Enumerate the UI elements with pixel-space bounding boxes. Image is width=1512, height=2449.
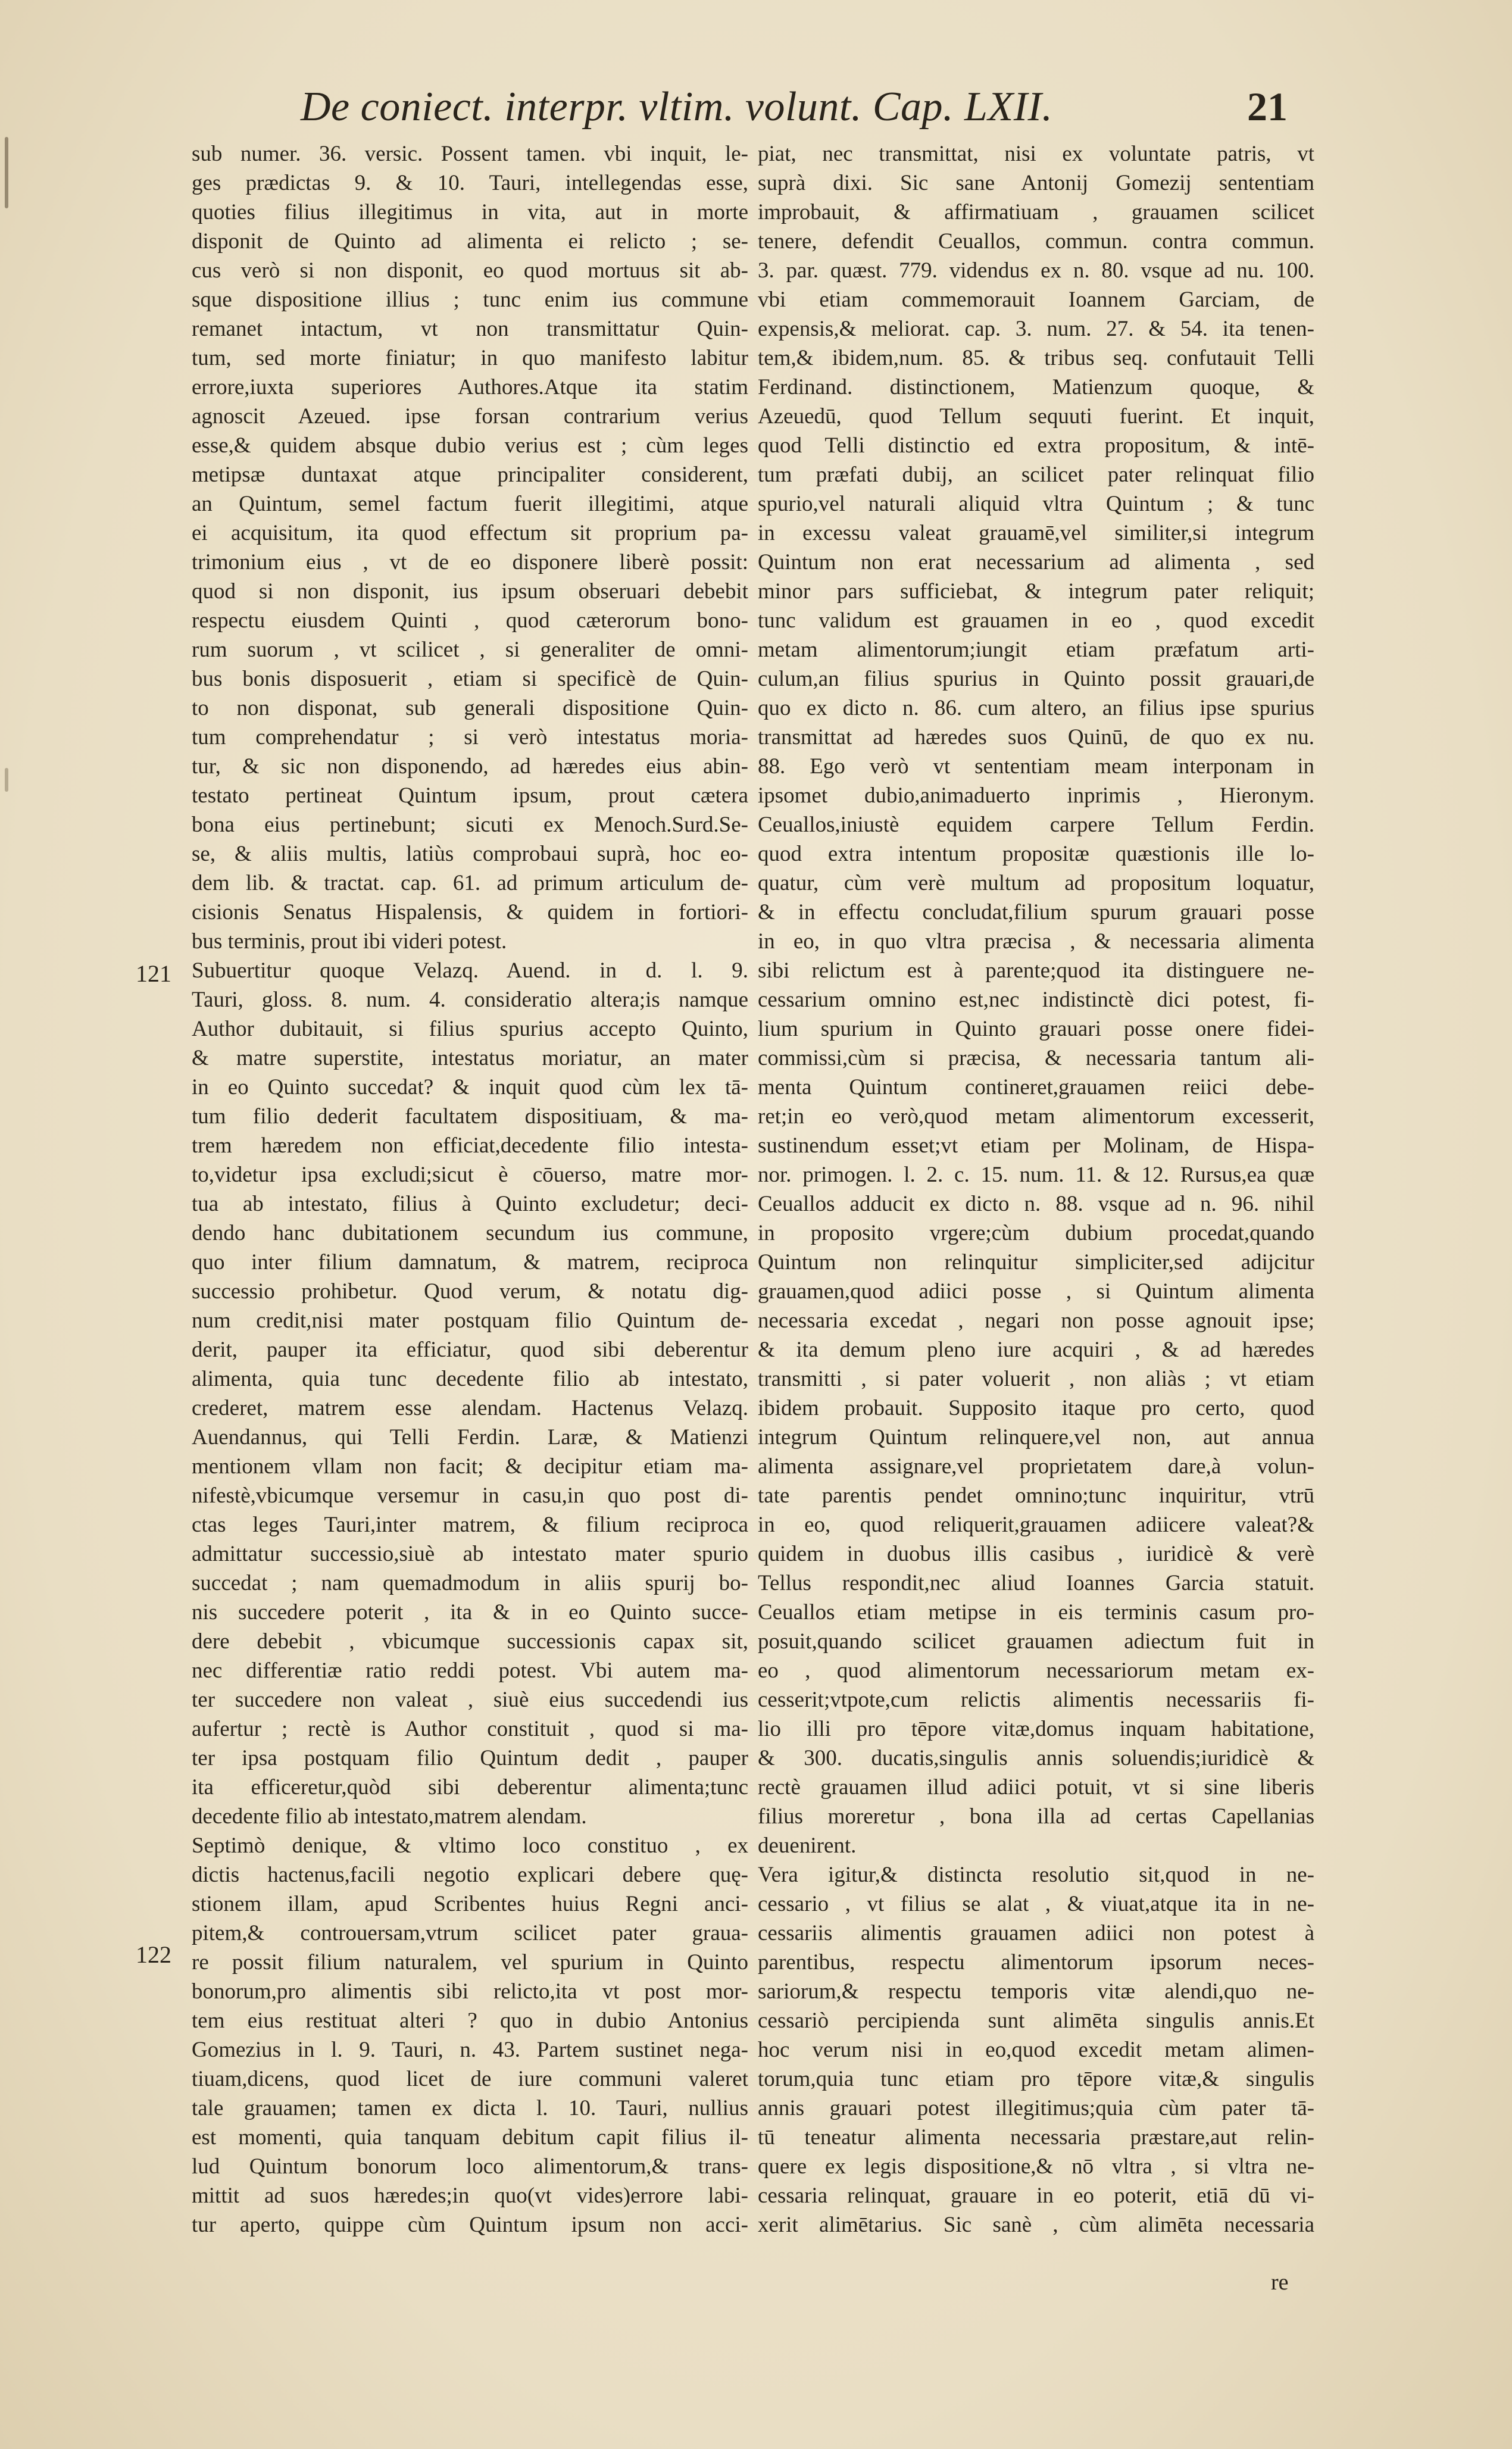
text-line: respectu eiusdem Quinti , quod cæterorum bono- — [192, 608, 748, 633]
text-line: dendo hanc dubitationem secundum ius commune, — [192, 1221, 748, 1245]
text-line: nifestè,vbicumque versemur in casu,in quo post di- — [192, 1483, 748, 1508]
text-line: deuenirent. — [758, 1833, 857, 1858]
text-line: admittatur successio,siuè ab intestato mater spurio — [192, 1542, 748, 1566]
text-line: Auendannus, qui Telli Ferdin. Laræ, & Matienzi — [192, 1425, 748, 1450]
text-line: commissi,cùm si præcisa, & necessaria tantum ali- — [758, 1046, 1314, 1070]
text-line: quo inter filium damnatum, & matrem, reciproca — [192, 1250, 748, 1275]
text-line: bona eius pertinebunt; sicuti ex Menoch.Surd.Se- — [192, 813, 748, 837]
text-line: & in effectu concludat,filium spurum grauari posse — [758, 900, 1314, 924]
text-line: nis succedere poterit , ita & in eo Quinto succe- — [192, 1600, 748, 1625]
binding-shadow — [5, 137, 8, 208]
left-text-column — [192, 139, 748, 2437]
text-line: Tauri, gloss. 8. num. 4. consideratio altera;is namque — [192, 988, 748, 1012]
text-line: successio prohibetur. Quod verum, & notatu dig- — [192, 1279, 748, 1304]
text-line: Septimò denique, & vltimo loco constituo , ex — [192, 1833, 748, 1858]
text-line: integrum Quintum relinquere,vel non, aut annua — [758, 1425, 1314, 1450]
text-line: cessaria relinquat, grauare in eo poterit, etiā dū vi- — [758, 2184, 1314, 2208]
text-line: sustinendum esset;vt etiam per Molinam, de Hispa- — [758, 1133, 1314, 1158]
text-line: se, & aliis multis, latiùs comprobaui suprà, hoc eo- — [192, 842, 748, 866]
text-line: tur aperto, quippe cùm Quintum ipsum non acci- — [192, 2213, 748, 2237]
text-line: in eo Quinto succedat? & inquit quod cùm lex tā- — [192, 1075, 748, 1099]
text-line: nec differentiæ ratio reddi potest. Vbi autem ma- — [192, 1658, 748, 1683]
text-line: quatur, cùm verè multum ad propositum loquatur, — [758, 871, 1314, 895]
page-number: 21 — [1247, 84, 1288, 129]
text-line: quod Telli distinctio ed extra propositum, & intē- — [758, 433, 1314, 458]
text-line: trem hæredem non efficiat,decedente filio intesta- — [192, 1133, 748, 1158]
text-line: in proposito vrgere;cùm dubium procedat,quando — [758, 1221, 1314, 1245]
text-line: sub numer. 36. versic. Possent tamen. vbi inquit, le- — [192, 142, 748, 166]
page-title: De coniect. interpr. vltim. volunt. Cap. LXII. — [301, 84, 1053, 130]
text-line: quidem in duobus illis casibus , iuridicè & verè — [758, 1542, 1314, 1566]
text-line: tate parentis pendet omnino;tunc inquiritur, vtrū — [758, 1483, 1314, 1508]
text-line: 3. par. quæst. 779. videndus ex n. 80. vsque ad nu. 100. — [758, 258, 1314, 283]
text-line: cessariò percipienda sunt alimēta singulis annis.Et — [758, 2008, 1314, 2033]
text-line: dictis hactenus,facili negotio explicari debere quę- — [192, 1863, 748, 1887]
text-line: tua ab intestato, filius à Quinto excludetur; deci- — [192, 1192, 748, 1216]
text-line: num credit,nisi mater postquam filio Quintum de- — [192, 1308, 748, 1333]
text-line: to non disponat, sub generali dispositione Quin- — [192, 696, 748, 720]
text-line: Ceuallos etiam metipse in eis terminis casum pro- — [758, 1600, 1314, 1625]
text-line: Tellus respondit,nec aliud Ioannes Garcia statuit. — [758, 1571, 1314, 1595]
text-line: Azeuedū, quod Tellum sequuti fuerint. Et inquit, — [758, 404, 1314, 429]
text-line: decedente filio ab intestato,matrem alendam. — [192, 1804, 587, 1829]
text-line: filius moreretur , bona illa ad certas Capellanias — [758, 1804, 1314, 1829]
text-line: cessariis alimentis grauamen adiici non potest à — [758, 1921, 1314, 1945]
margin-section-number: 121 — [136, 960, 171, 987]
text-line: Ceuallos,iniustè equidem carpere Tellum Ferdin. — [758, 813, 1314, 837]
text-line: remanet intactum, vt non transmittatur Quin- — [192, 317, 748, 341]
text-line: torum,quia tunc etiam pro tēpore vitæ,& singulis — [758, 2067, 1314, 2091]
text-line: rectè grauamen illud adiici potuit, vt si sine liberis — [758, 1775, 1314, 1800]
text-line: sibi relictum est à parente;quod ita distinguere ne- — [758, 958, 1314, 983]
text-line: 88. Ego verò vt sententiam meam interponam in — [758, 754, 1314, 779]
text-line: tem,& ibidem,num. 85. & tribus seq. confutauit Telli — [758, 346, 1314, 370]
text-line: stionem illam, apud Scribentes huius Regni anci- — [192, 1892, 748, 1916]
text-line: & 300. ducatis,singulis annis soluendis;iuridicè & — [758, 1746, 1314, 1770]
text-line: culum,an filius spurius in Quinto possit grauari,de — [758, 667, 1314, 691]
text-line: Quintum non erat necessarium ad alimenta , sed — [758, 550, 1314, 574]
text-line: quere ex legis dispositione,& nō vltra , si vltra ne- — [758, 2154, 1314, 2179]
text-line: piat, nec transmittat, nisi ex voluntate patris, vt — [758, 142, 1314, 166]
text-line: Ferdinand. distinctionem, Matienzum quoque, & — [758, 375, 1314, 399]
text-line: Gomezius in l. 9. Tauri, n. 43. Partem sustinet nega- — [192, 2038, 748, 2062]
text-line: parentibus, respectu alimentorum ipsorum neces- — [758, 1950, 1314, 1975]
text-line: lud Quintum bonorum loco alimentorum,& trans- — [192, 2154, 748, 2179]
text-line: cessarium omnino est,nec indistinctè dici potest, fi- — [758, 988, 1314, 1012]
text-line: mittit ad suos hæredes;in quo(vt vides)errore labi- — [192, 2184, 748, 2208]
text-line: crederet, matrem esse alendam. Hactenus Velazq. — [192, 1396, 748, 1420]
text-line: dem lib. & tractat. cap. 61. ad primum articulum de- — [192, 871, 748, 895]
text-line: lium spurium in Quinto grauari posse onere fidei- — [758, 1017, 1314, 1041]
text-line: sque dispositione illius ; tunc enim ius commune — [192, 288, 748, 312]
text-line: cus verò si non disponit, eo quod mortuus sit ab- — [192, 258, 748, 283]
text-line: rum suorum , vt scilicet , si generaliter de omni- — [192, 638, 748, 662]
right-text-column — [758, 139, 1314, 2437]
text-line: errore,iuxta superiores Authores.Atque ita statim — [192, 375, 748, 399]
text-line: posuit,quando scilicet grauamen adiectum fuit in — [758, 1629, 1314, 1654]
text-line: Ceuallos adducit ex dicto n. 88. vsque ad n. 96. nihil — [758, 1192, 1314, 1216]
text-line: an Quintum, semel factum fuerit illegitimi, atque — [192, 492, 748, 516]
text-line: & ita demum pleno iure acquiri , & ad hæredes — [758, 1338, 1314, 1362]
text-line: xerit alimētarius. Sic sanè , cùm alimēta necessaria — [758, 2213, 1314, 2237]
text-line: ibidem probauit. Supposito itaque pro certo, quod — [758, 1396, 1314, 1420]
text-line: tunc validum est grauamen in eo , quod excedit — [758, 608, 1314, 633]
text-line: transmitti , si pater voluerit , non aliàs ; vt etiam — [758, 1367, 1314, 1391]
text-line: tū teneatur alimenta necessaria præstare,aut relin- — [758, 2125, 1314, 2150]
text-line: tem eius restituat alteri ? quo in dubio Antonius — [192, 2008, 748, 2033]
text-line: in eo, quod reliquerit,grauamen adiicere valeat?& — [758, 1513, 1314, 1537]
text-line: agnoscit Azeued. ipse forsan contrarium verius — [192, 404, 748, 429]
text-line: tum comprehendatur ; si verò intestatus moria- — [192, 725, 748, 749]
text-line: cisionis Senatus Hispalensis, & quidem in fortiori- — [192, 900, 748, 924]
text-line: disponit de Quinto ad alimenta ei relicto ; se- — [192, 229, 748, 254]
text-line: derit, pauper ita efficiatur, quod sibi deberentur — [192, 1338, 748, 1362]
text-line: Author dubitauit, si filius spurius accepto Quinto, — [192, 1017, 748, 1041]
text-line: quo ex dicto n. 86. cum altero, an filius ipse spurius — [758, 696, 1314, 720]
text-line: menta Quintum contineret,grauamen reiici debe- — [758, 1075, 1314, 1099]
text-line: ipsomet dubio,animaduerto inprimis , Hieronym. — [758, 783, 1314, 808]
text-line: in excessu valeat grauamē,vel similiter,si integrum — [758, 521, 1314, 545]
text-line: nor. primogen. l. 2. c. 15. num. 11. & 12. Rursus,ea quæ — [758, 1163, 1314, 1187]
text-line: esse,& quidem absque dubio verius est ; cùm leges — [192, 433, 748, 458]
text-line: spurio,vel naturali aliquid vltra Quintum ; & tunc — [758, 492, 1314, 516]
text-line: cesserit;vtpote,cum relictis alimentis necessariis fi- — [758, 1688, 1314, 1712]
text-line: mentionem vllam non facit; & decipitur etiam ma- — [192, 1454, 748, 1479]
text-line: Vera igitur,& distincta resolutio sit,quod in ne- — [758, 1863, 1314, 1887]
text-line: sariorum,& respectu temporis vitæ alendi,quo ne- — [758, 1979, 1314, 2004]
text-line: eo , quod alimentorum necessariorum metam ex- — [758, 1658, 1314, 1683]
text-line: ret;in eo verò,quod metam alimentorum excesserit, — [758, 1104, 1314, 1129]
text-line: cessario , vt filius se alat , & viuat,atque ita in ne- — [758, 1892, 1314, 1916]
text-line: est momenti, quia tanquam debitum capit filius il- — [192, 2125, 748, 2150]
text-line: grauamen,quod adiici posse , si Quintum alimenta — [758, 1279, 1314, 1304]
text-line: in eo, in quo vltra præcisa , & necessaria alimenta — [758, 929, 1314, 954]
text-line: minor pars sufficiebat, & integrum pater reliquit; — [758, 579, 1314, 604]
text-line: dere debebit , vbicumque successionis capax sit, — [192, 1629, 748, 1654]
text-line: trimonium eius , vt de eo disponere liberè possit: — [192, 550, 748, 574]
text-line: expensis,& meliorat. cap. 3. num. 27. & 54. ita tenen- — [758, 317, 1314, 341]
text-line: tum, sed morte finiatur; in quo manifesto labitur — [192, 346, 748, 370]
margin-section-number: 122 — [136, 1941, 171, 1968]
text-line: pitem,& controuersam,vtrum scilicet pater grauа- — [192, 1921, 748, 1945]
text-line: Quintum non relinquitur simpliciter,sed adijcitur — [758, 1250, 1314, 1275]
text-line: ter ipsa postquam filio Quintum dedit , pauper — [192, 1746, 748, 1770]
text-line: ctas leges Tauri,inter matrem, & filium reciproca — [192, 1513, 748, 1537]
text-line: tenere, defendit Ceuallos, commun. contra commun. — [758, 229, 1314, 254]
text-line: & matre superstite, intestatus moriatur, an mater — [192, 1046, 748, 1070]
text-line: testato pertineat Quintum ipsum, prout cætera — [192, 783, 748, 808]
text-line: aufertur ; rectè is Author constituit , quod si ma- — [192, 1717, 748, 1741]
text-line: ei acquisitum, ita quod effectum sit proprium pa- — [192, 521, 748, 545]
catchword: re — [1271, 2270, 1289, 2295]
text-line: improbauit, & affirmatiuam , grauamen scilicet — [758, 200, 1314, 224]
text-line: bus bonis disposuerit , etiam si specificè de Quin- — [192, 667, 748, 691]
text-line: vbi etiam commemorauit Ioannem Garciam, de — [758, 288, 1314, 312]
text-line: alimenta, quia tunc decedente filio ab intestato, — [192, 1367, 748, 1391]
text-line: ita efficeretur,quòd sibi deberentur alimenta;tunc — [192, 1775, 748, 1800]
text-line: quoties filius illegitimus in vita, aut in morte — [192, 200, 748, 224]
text-line: metam alimentorum;iungit etiam præfatum arti- — [758, 638, 1314, 662]
text-line: lio illi pro tēpore vitæ,domus inquam habitatione, — [758, 1717, 1314, 1741]
text-line: tale grauamen; tamen ex dicta l. 10. Tauri, nullius — [192, 2096, 748, 2120]
text-line: annis grauari potest illegitimus;quia cùm pater tā- — [758, 2096, 1314, 2120]
text-line: tum præfati dubij, an scilicet pater relinquat filio — [758, 463, 1314, 487]
text-line: metipsæ duntaxat atque principaliter considerent, — [192, 463, 748, 487]
text-line: ter succedere non valeat , siuè eius succedendi ius — [192, 1688, 748, 1712]
text-line: quod si non disponit, ius ipsum obseruari debebit — [192, 579, 748, 604]
text-line: transmittat ad hæredes suos Quinū, de quo ex nu. — [758, 725, 1314, 749]
text-line: tum filio dederit facultatem dispositiuam, & ma- — [192, 1104, 748, 1129]
text-line: bus terminis, prout ibi videri potest. — [192, 929, 507, 954]
text-line: Subuertitur quoque Velazq. Auend. in d. l. 9. — [192, 958, 748, 983]
text-line: hoc verum nisi in eo,quod excedit metam alimen- — [758, 2038, 1314, 2062]
text-line: necessaria excedat , negari non posse agnouit ipse; — [758, 1308, 1314, 1333]
text-line: suprà dixi. Sic sane Antonij Gomezij sententiam — [758, 171, 1314, 195]
text-line: bonorum,pro alimentis sibi relicto,ita vt post mor- — [192, 1979, 748, 2004]
text-line: succedat ; nam quemadmodum in aliis spurij bo- — [192, 1571, 748, 1595]
text-line: quod extra intentum propositæ quæstionis ille lo- — [758, 842, 1314, 866]
running-head — [0, 83, 1512, 137]
text-line: to,videtur ipsa excludi;sicut è cōuerso, matre mor- — [192, 1163, 748, 1187]
text-line: tur, & sic non disponendo, ad hæredes eius abin- — [192, 754, 748, 779]
text-line: ges prædictas 9. & 10. Tauri, intellegendas esse, — [192, 171, 748, 195]
text-line: re possit filium naturalem, vel spurium in Quinto — [192, 1950, 748, 1975]
binding-shadow — [5, 768, 8, 792]
text-line: alimenta assignare,vel proprietatem dare,à volun- — [758, 1454, 1314, 1479]
text-line: tiuam,dicens, quod licet de iure communi valeret — [192, 2067, 748, 2091]
